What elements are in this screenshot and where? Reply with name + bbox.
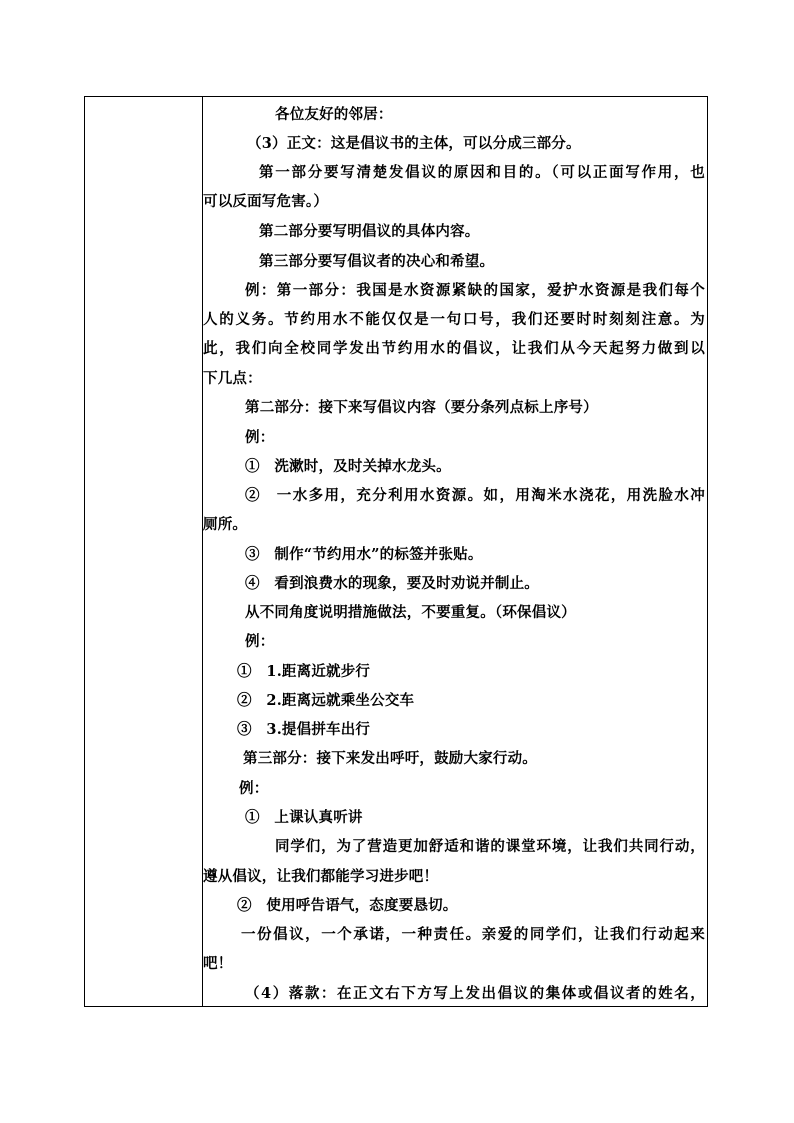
section-4-heading: （4）落款：在正文右下方写上发出倡议的集体或倡议者的姓名，	[245, 985, 705, 1002]
part3-heading: 第三部分：接下来发出呼吁，鼓励大家行动。	[243, 750, 537, 767]
closing-line1: 一份倡议，一个承诺，一种责任。亲爱的同学们，让我们行动起来	[241, 926, 705, 943]
example-part1-line2: 人的义务。节约用水不能仅仅是一句口号，我们还要时时刻刻注意。为	[203, 311, 705, 328]
list-item: ① 上课认真听讲	[245, 809, 363, 826]
section-3-heading: （3）正文：这是倡议书的主体，可以分成三部分。	[247, 135, 581, 152]
greeting-line: 各位友好的邻居：	[275, 106, 393, 123]
list-item-continuation: 厕所。	[203, 516, 248, 533]
right-column-cell	[203, 97, 707, 1006]
list-item: ② 2.距离远就乘坐公交车	[237, 692, 415, 709]
list-item: ① 1.距离近就步行	[237, 663, 371, 680]
appeal-line2: 遵从倡议，让我们都能学习进步吧！	[203, 868, 439, 885]
list-item: ① 洗漱时，及时关掉水龙头。	[245, 458, 451, 475]
example-label: 例：	[245, 429, 275, 446]
part2-heading: 第二部分：接下来写倡议内容（要分条列点标上序号）	[245, 399, 598, 416]
closing-line2: 吧！	[203, 955, 233, 972]
list-item: ② 一水多用，充分利用水资源。如，用淘米水浇花，用洗脸水冲	[245, 487, 705, 504]
example-part1-line1: 例：第一部分：我国是水资源紧缺的国家，爱护水资源是我们每个	[245, 282, 705, 299]
part1-description-line2: 可以反面写危害。）	[203, 193, 329, 210]
list-item: ③ 制作“节约用水”的标签并张贴。	[245, 546, 483, 563]
list-item: ④ 看到浪费水的现象，要及时劝说并制止。	[245, 575, 539, 592]
part2-description: 第二部分要写明倡议的具体内容。	[259, 223, 480, 240]
example-part1-line4: 下几点：	[203, 370, 262, 387]
content-table	[84, 96, 708, 1007]
left-column-cell	[85, 97, 203, 1006]
list-item: ② 使用呼告语气，态度要恳切。	[237, 897, 458, 914]
list-item: ③ 3.提倡拼车出行	[237, 721, 371, 738]
appeal-line1: 同学们，为了营造更加舒适和谐的课堂环境，让我们共同行动，	[275, 838, 705, 855]
part3-description: 第三部分要写倡议者的决心和希望。	[259, 253, 495, 270]
example-label: 例：	[245, 633, 275, 650]
part1-description-line1: 第一部分要写清楚发倡议的原因和目的。（可以正面写作用，也	[259, 164, 705, 181]
note-line: 从不同角度说明措施做法，不要重复。（环保倡议）	[245, 604, 576, 621]
example-label: 例：	[239, 780, 269, 797]
example-part1-line3: 此，我们向全校同学发出节约用水的倡议，让我们从今天起努力做到以	[203, 340, 705, 357]
